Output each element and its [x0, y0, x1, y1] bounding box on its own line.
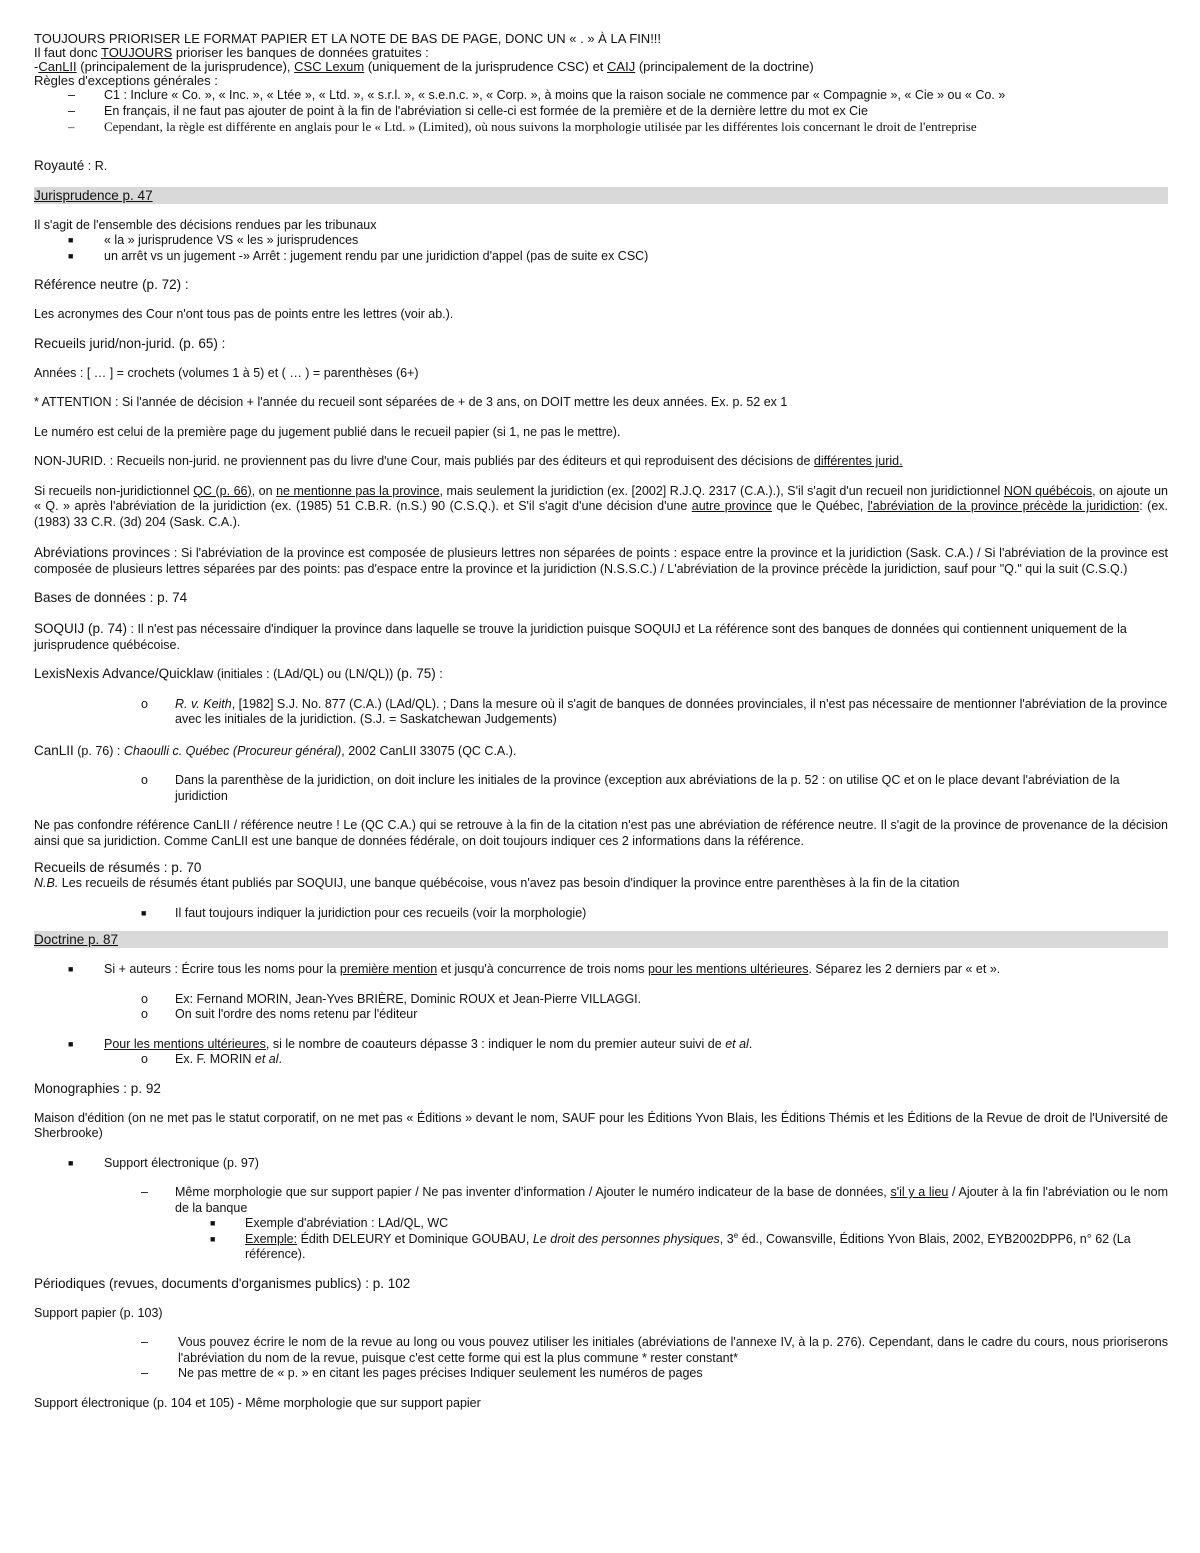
list-item: ■ un arrêt vs un jugement -» Arrêt : jugement rendu par une juridiction d'appel (pas de suite ex CSC)	[68, 248, 649, 263]
list-item: ■ « la » jurisprudence VS « les » jurisprudences	[68, 233, 359, 247]
dash-icon: –	[68, 88, 75, 102]
list-item: – Vous pouvez écrire le nom de la revue au long ou vous pouvez utiliser les initiales (abréviations de l'annexe IV, à la p. 276). Cependant, dans le cadre du cours, nous prioriserons l'abréviation du nom de la revue, puisque c'est cette forme qui est la plus commune * rester constant*	[141, 1335, 1168, 1365]
list-item: – En français, il ne faut pas ajouter de point à la fin de l'abréviation si celle-ci est formée de la première et de la dernière lettre du mot ex Cie	[68, 103, 868, 118]
header-banques: -CanLII (principalement de la jurisprudence), CSC Lexum (uniquement de la jurisprudence CSC) et CAIJ (principalement de la doctrine)	[34, 59, 814, 74]
circle-bullet-icon: o	[141, 773, 148, 787]
list-item: ■ Exemple d'abréviation : LAd/QL, WC	[210, 1216, 449, 1230]
abreviations-provinces: Abréviations provinces : Si l'abréviation de la province est composée de plusieurs lettres non séparées de points : espace entre la province et la juridiction (Sask. C.A.) / Si l'abréviation de la province est composée de plusieurs lettres séparées par des points: pas d'espace entre la province et la juridiction (N.S.S.C.) / L'abréviation de la province précède la juridiction, sauf pour "Q." qui la suit (C.S.Q.)	[34, 545, 1168, 576]
rules-list	[34, 88, 1168, 135]
lexis-list	[34, 697, 1168, 728]
square-bullet-icon: ■	[68, 1157, 74, 1168]
nonjurid-text: NON-JURID. : Recueils non-jurid. ne proviennent pas du livre d'une Cour, mais publiés par des éditeurs et qui reproduisent des décisions de différentes jurid.	[34, 454, 903, 468]
dash-icon: –	[141, 1366, 148, 1380]
list-item: – C1 : Inclure « Co. », « Inc. », « Ltée », « Ltd. », « s.r.l. », « s.e.n.c. », « Corp. », à moins que la raison sociale ne commence par « Compagnie », « Cie » ou « Co. »	[68, 88, 1006, 102]
ref-neutre-text: Les acronymes des Cour n'ont tous pas de points entre les lettres (voir ab.).	[34, 307, 454, 321]
square-bullet-icon: ■	[68, 1038, 74, 1049]
square-bullet-icon: ■	[68, 964, 74, 974]
exemple-list	[34, 1216, 1168, 1263]
periodiques-list	[34, 1335, 1168, 1382]
support-elec-2: Support électronique (p. 104 et 105) - Même morphologie que sur support papier	[34, 1395, 481, 1410]
lexis-heading: LexisNexis Advance/Quicklaw (initiales : (LAd/QL) ou (LN/QL)) (p. 75) :	[34, 666, 443, 681]
dash-icon: –	[68, 103, 75, 118]
support-elec-sublist	[34, 1185, 1168, 1216]
circle-bullet-icon: o	[141, 1007, 148, 1021]
resumes-text: N.B. Les recueils de résumés étant publiés par SOQUIJ, une banque québécoise, vous n'avez pas besoin d'indiquer la province entre parenthèses à la fin de la citation	[34, 876, 960, 890]
list-item: ■ Si + auteurs : Écrire tous les noms pour la première mention et jusqu'à concurrence de trois noms pour les mentions ultérieures. Séparez les 2 derniers par « et ».	[68, 962, 1001, 976]
doctrine-list-1	[34, 962, 1168, 978]
header-prioriser: Il faut donc TOUJOURS prioriser les banques de données gratuites :	[34, 45, 429, 60]
header-regles: Règles d'exceptions générales :	[34, 73, 218, 88]
numero-text: Le numéro est celui de la première page du jugement publié dans le recueil papier (si 1, ne pas le mettre).	[34, 424, 621, 439]
dash-icon: –	[68, 119, 75, 134]
canlii-list	[34, 773, 1168, 804]
square-bullet-icon: ■	[68, 250, 74, 261]
list-item: o R. v. Keith, [1982] S.J. No. 877 (C.A.) (LAd/QL). ; Dans la mesure où il s'agit de banques de données provinciales, il n'est pas nécessaire de mentionner l'abréviation de la province avec les initiales de la juridiction. (S.J. = Saskatchewan Judgements)	[141, 696, 1168, 726]
list-item: – Même morphologie que sur support papier / Ne pas inventer d'information / Ajouter le numéro indicateur de la base de données, s'il y a lieu / Ajouter à la fin l'abréviation ou le nom de la banque	[141, 1185, 1169, 1215]
attention-text: * ATTENTION : Si l'année de décision + l'année du recueil sont séparées de + de 3 ans, on DOIT mettre les deux années. Ex. p. 52 ex 1	[34, 395, 788, 409]
doctrine-sublist-2	[34, 1052, 1168, 1068]
section-jurisprudence: Jurisprudence p. 47	[34, 187, 1168, 204]
section-doctrine: Doctrine p. 87	[34, 931, 1168, 948]
square-bullet-icon: ■	[210, 1233, 216, 1244]
support-papier: Support papier (p. 103)	[34, 1305, 163, 1320]
header-warning: TOUJOURS PRIORISER LE FORMAT PAPIER ET LA NOTE DE BAS DE PAGE, DONC UN « . » À LA FIN!!!	[34, 31, 662, 46]
list-item: o Ex. F. MORIN et al.	[141, 1052, 282, 1066]
confondre-text: Ne pas confondre référence CanLII / référence neutre ! Le (QC C.A.) qui se retrouve à la fin de la citation n'est pas une abréviation de référence neutre. Il s'agit de la province de provenance de la décision ainsi que sa juridiction. Comme CanLII est une banque de données fédérale, on doit toujours indiquer ces 2 informations dans la référence.	[34, 818, 1168, 848]
heading-bases: Bases de données : p. 74	[34, 590, 188, 605]
square-bullet-icon: ■	[141, 907, 147, 918]
juris-bullets	[34, 233, 1168, 264]
list-item: ■ Exemple: Édith DELEURY et Dominique GOUBAU, Le droit des personnes physiques, 3e éd., Cowansville, Éditions Yvon Blais, 2002, EYB2002DPP6, n° 62 (La référence).	[210, 1230, 1131, 1261]
canlii-heading: CanLII (p. 76) : Chaoulli c. Québec (Procureur général), 2002 CanLII 33075 (QC C.A.).	[34, 742, 517, 758]
doctrine-sublist-1	[34, 992, 1168, 1023]
dash-icon: –	[141, 1335, 148, 1349]
list-item: o Ex: Fernand MORIN, Jean-Yves BRIÈRE, Dominic ROUX et Jean-Pierre VILLAGGI.	[141, 991, 642, 1006]
maison-text: Maison d'édition (on ne met pas le statut corporatif, on ne met pas « Éditions » devant le nom, SAUF pour les Éditions Yvon Blais, les Éditions Thémis et les Éditions de la Revue de droit de l'Université de Sherbrooke)	[34, 1110, 1168, 1140]
list-item: ■ Support électronique (p. 97)	[68, 1155, 259, 1170]
heading-periodiques: Périodiques (revues, documents d'organismes publics) : p. 102	[34, 1275, 411, 1291]
royaute: Royauté : R.	[34, 157, 108, 173]
list-item: ■ Il faut toujours indiquer la juridiction pour ces recueils (voir la morphologie)	[141, 905, 587, 920]
circle-bullet-icon: o	[141, 1052, 148, 1066]
square-bullet-icon: ■	[210, 1218, 216, 1228]
list-item: – Ne pas mettre de « p. » en citant les pages précises Indiquer seulement les numéros de pages	[141, 1366, 703, 1380]
annees-text: Années : [ … ] = crochets (volumes 1 à 5) et ( … ) = parenthèses (6+)	[34, 365, 419, 380]
heading-ref-neutre: Référence neutre (p. 72) :	[34, 277, 189, 292]
dash-icon: –	[141, 1185, 148, 1199]
doctrine-list-2	[34, 1037, 1168, 1053]
list-item: o Dans la parenthèse de la juridiction, on doit inclure les initiales de la province (exception aux abréviations de la p. 52 : on utilise QC et on le place devant l'abréviation de la juridiction	[141, 773, 1120, 803]
circle-bullet-icon: o	[141, 991, 148, 1006]
list-item: o On suit l'ordre des noms retenu par l'éditeur	[141, 1007, 418, 1021]
heading-monographies: Monographies : p. 92	[34, 1080, 161, 1096]
list-item: ■ Pour les mentions ultérieures, si le nombre de coauteurs dépasse 3 : indiquer le nom du premier auteur suivi de et al.	[68, 1036, 753, 1051]
circle-bullet-icon: o	[141, 696, 148, 711]
heading-recueils: Recueils jurid/non-jurid. (p. 65) :	[34, 335, 226, 351]
heading-resumes: Recueils de résumés : p. 70	[34, 860, 202, 875]
document-page	[34, 32, 1168, 1411]
soquij-text: SOQUIJ (p. 74) : Il n'est pas nécessaire d'indiquer la province dans laquelle se trouve la juridiction puisque SOQUIJ et La référence sont des banques de données qui contiennent uniquement de la jurisprudence québécoise.	[34, 621, 1127, 652]
square-bullet-icon: ■	[68, 235, 74, 245]
si-recueils-text: Si recueils non-juridictionnel QC (p. 66), on ne mentionne pas la province, mais seulement la juridiction (ex. [2002] R.J.Q. 2317 (C.A.).), S'il s'agit d'un recueil non juridictionnel NON québécois, on ajoute un « Q. » après l'abréviation de la juridiction (ex. (1985) 51 C.B.R. (n.S.) 90 (C.S.Q.). et S'il s'agit d'une décision d'une autre province que le Québec, l'abréviation de la province précède la juridiction: (ex. (1983) 33 C.R. (3d) 204 (Sask. C.A.).	[34, 483, 1168, 529]
list-item: – Cependant, la règle est différente en anglais pour le « Ltd. » (Limited), où nous suivons la morphologie utilisée par les différentes lois concernant le droit de l'entreprise	[68, 119, 977, 134]
resumes-list	[34, 906, 1168, 922]
support-elec-list	[34, 1156, 1168, 1172]
juris-intro: Il s'agit de l'ensemble des décisions rendues par les tribunaux	[34, 217, 377, 232]
